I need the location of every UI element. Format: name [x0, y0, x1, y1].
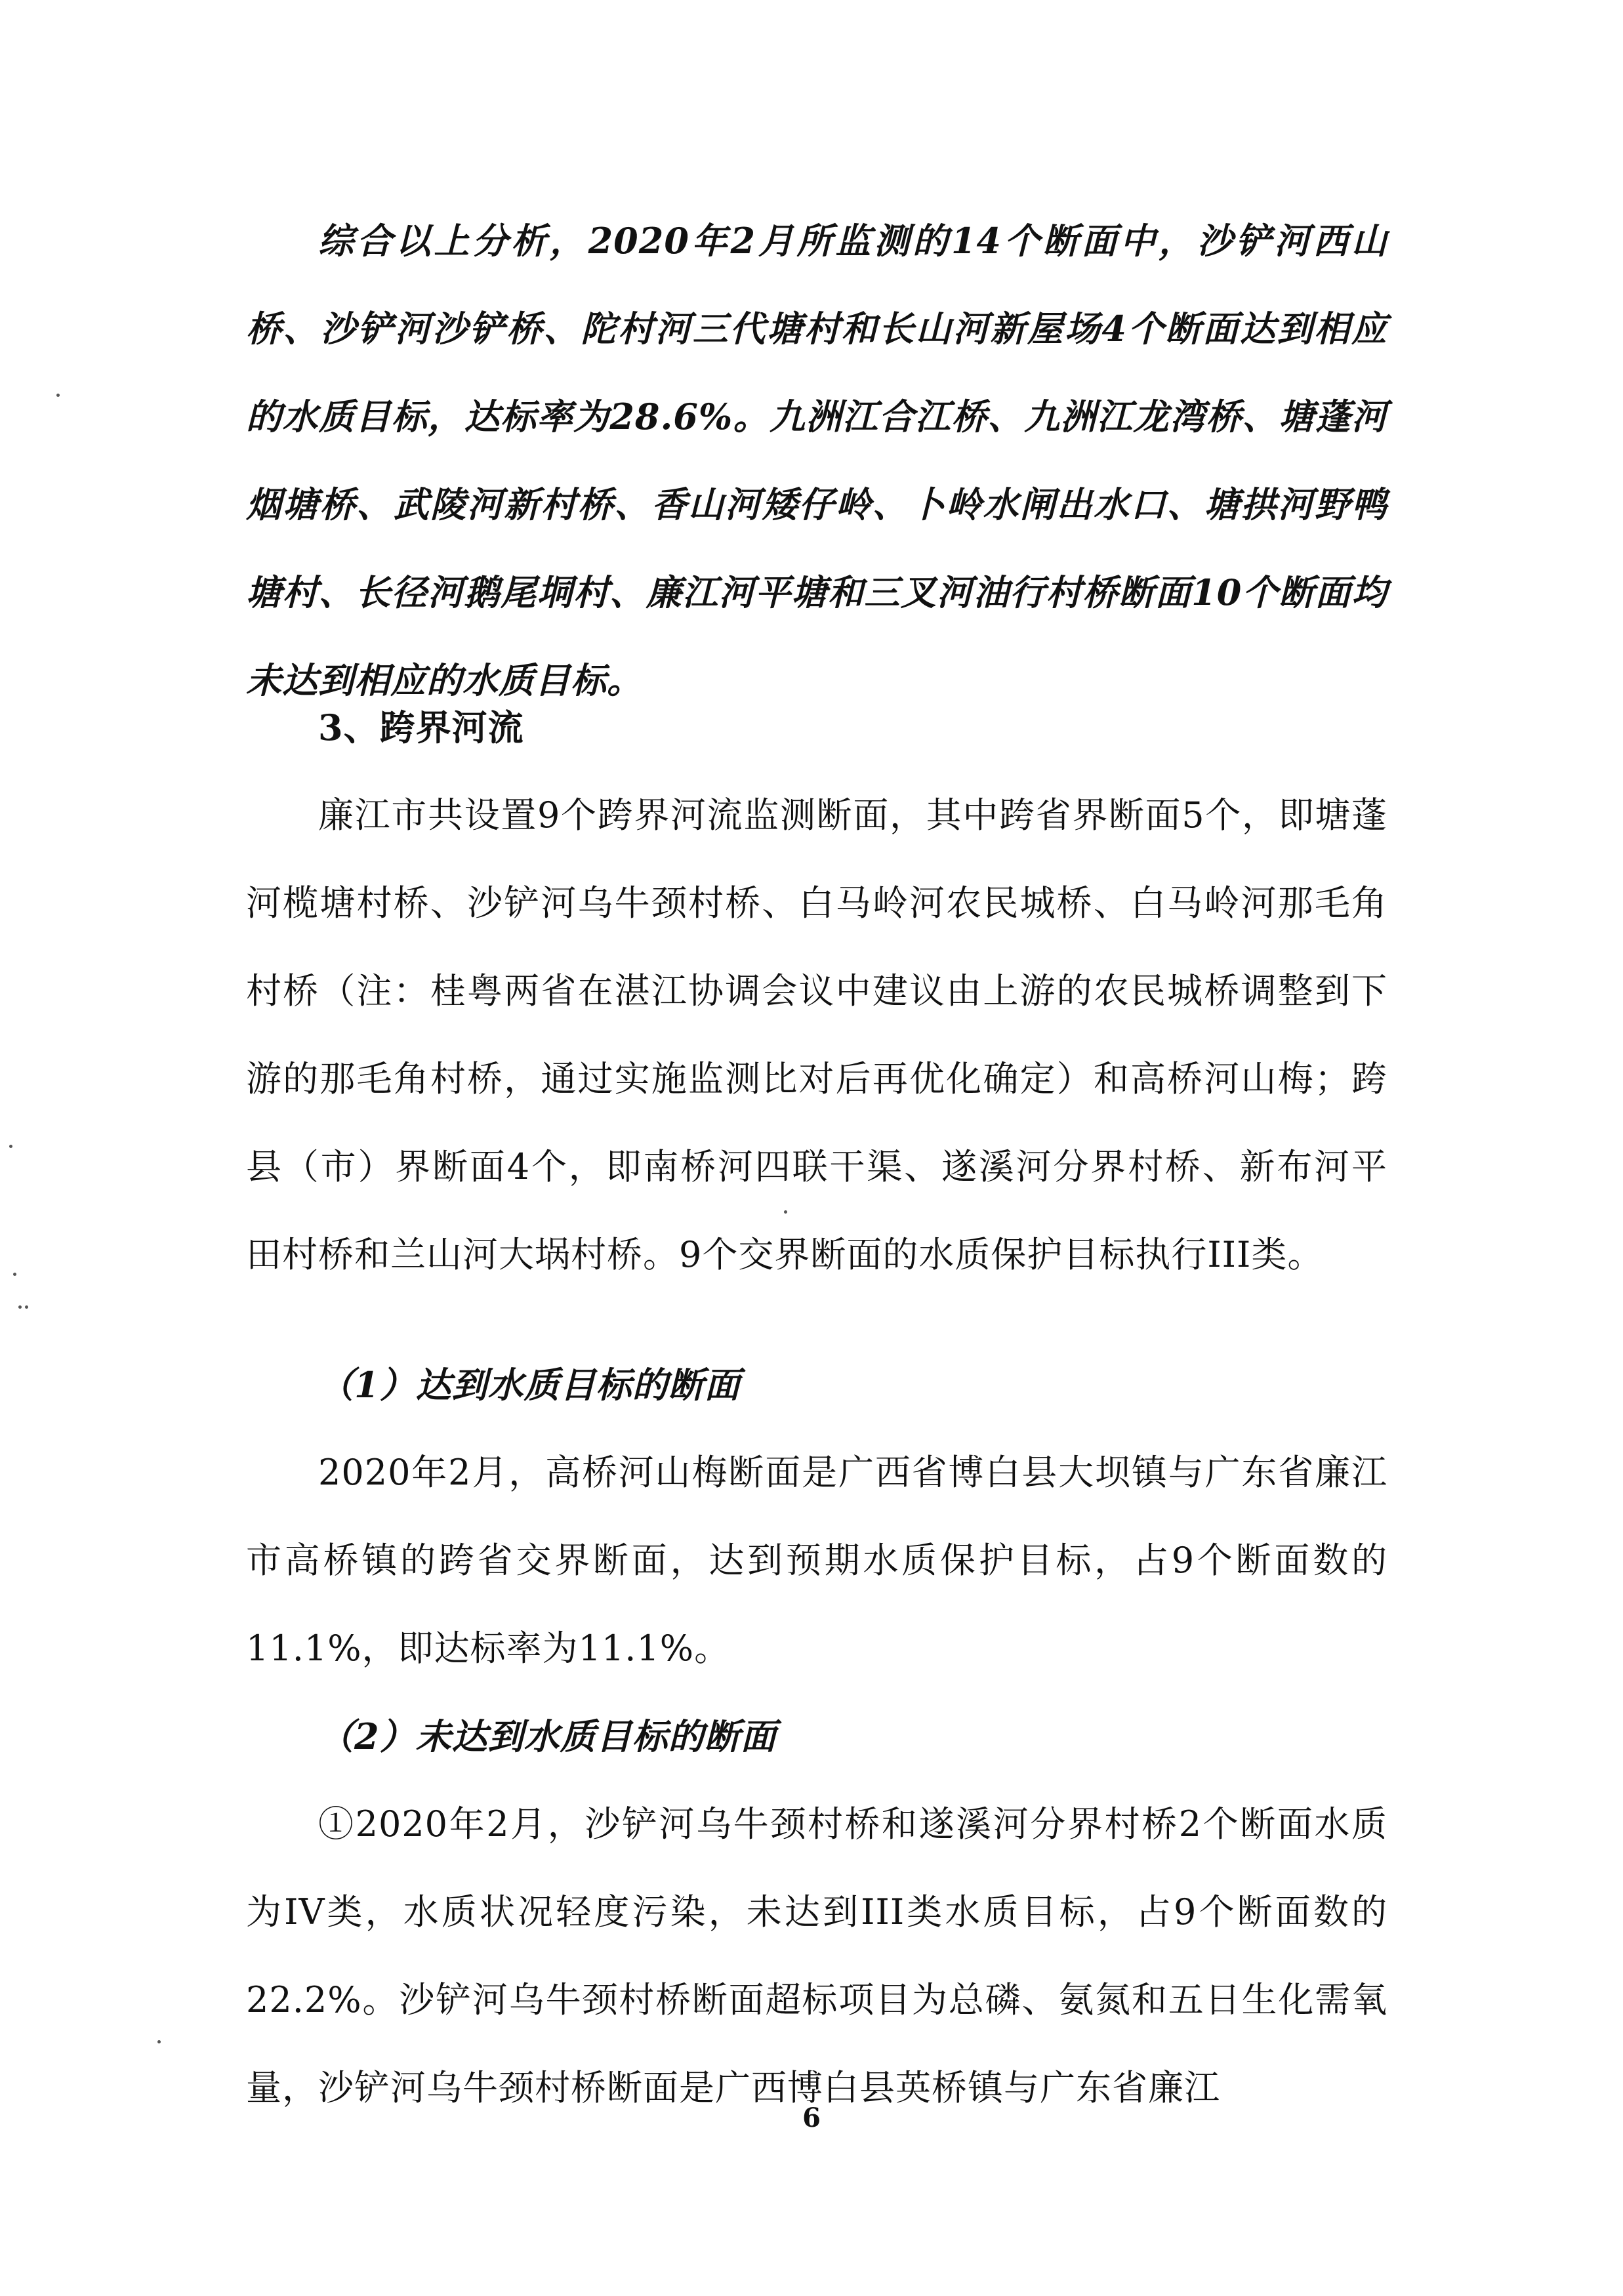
page-number: 6 — [802, 2102, 821, 2133]
intro-paragraph: 廉江市共设置9个跨界河流监测断面，其中跨省界断面5个，即塘蓬河榄塘村桥、沙铲河乌牛颈村桥、白马岭河农民城桥、白马岭河那毛角村桥（注：桂粤两省在湛江协调会议中建议由上游的农民城桥调整到下游的那毛角村桥，通过实施监测比对后再优化确定）和高桥河山梅；跨县（市）界断面4个，即南桥河四联干渠、遂溪河分界村桥、新布河平田村桥和兰山河大埚村桥。9个交界断面的水质保护目标执行III类。 — [246, 794, 1387, 1275]
scan-speck — [157, 2040, 161, 2043]
subheading-achieved: （1）达到水质目标的断面 — [318, 1364, 741, 1406]
scan-speck — [784, 1210, 787, 1214]
scan-speck — [18, 1305, 22, 1309]
paragraph-not-achieved: ①2020年2月，沙铲河乌牛颈村桥和遂溪河分界村桥2个断面水质为IV类，水质状况轻度污染，未达到III类水质目标，占9个断面数的22.2%。沙铲河乌牛颈村桥断面超标项目为总磷、氨氮和五日生化需氧量，沙铲河乌牛颈村桥断面是广西博白县英桥镇与广东省廉江 — [246, 1803, 1387, 2108]
summary-paragraph: 综合以上分析，2020年2月所监测的14个断面中，沙铲河西山桥、沙铲河沙铲桥、陀村河三代塘村和长山河新屋场4个断面达到相应的水质目标，达标率为28.6%。九洲江合江桥、九洲江龙湾桥、塘蓬河烟塘桥、武陵河新村桥、香山河矮仔岭、卜岭水闸出水口、塘拱河野鸭塘村、长径河鹅尾垌村、廉江河平塘和三叉河油行村桥断面10个断面均未达到相应的水质目标。 — [246, 220, 1387, 701]
paragraph-achieved: 2020年2月，高桥河山梅断面是广西省博白县大坝镇与广东省廉江市高桥镇的跨省交界断面，达到预期水质保护目标，占9个断面数的11.1%，即达标率为11.1%。 — [246, 1452, 1387, 1669]
scan-speck — [56, 394, 60, 397]
scan-speck — [13, 1273, 16, 1276]
section-heading: 3、跨界河流 — [318, 707, 524, 748]
subheading-not-achieved: （2）未达到水质目标的断面 — [318, 1715, 777, 1757]
scan-speck — [9, 1145, 12, 1148]
scan-speck — [25, 1305, 28, 1309]
